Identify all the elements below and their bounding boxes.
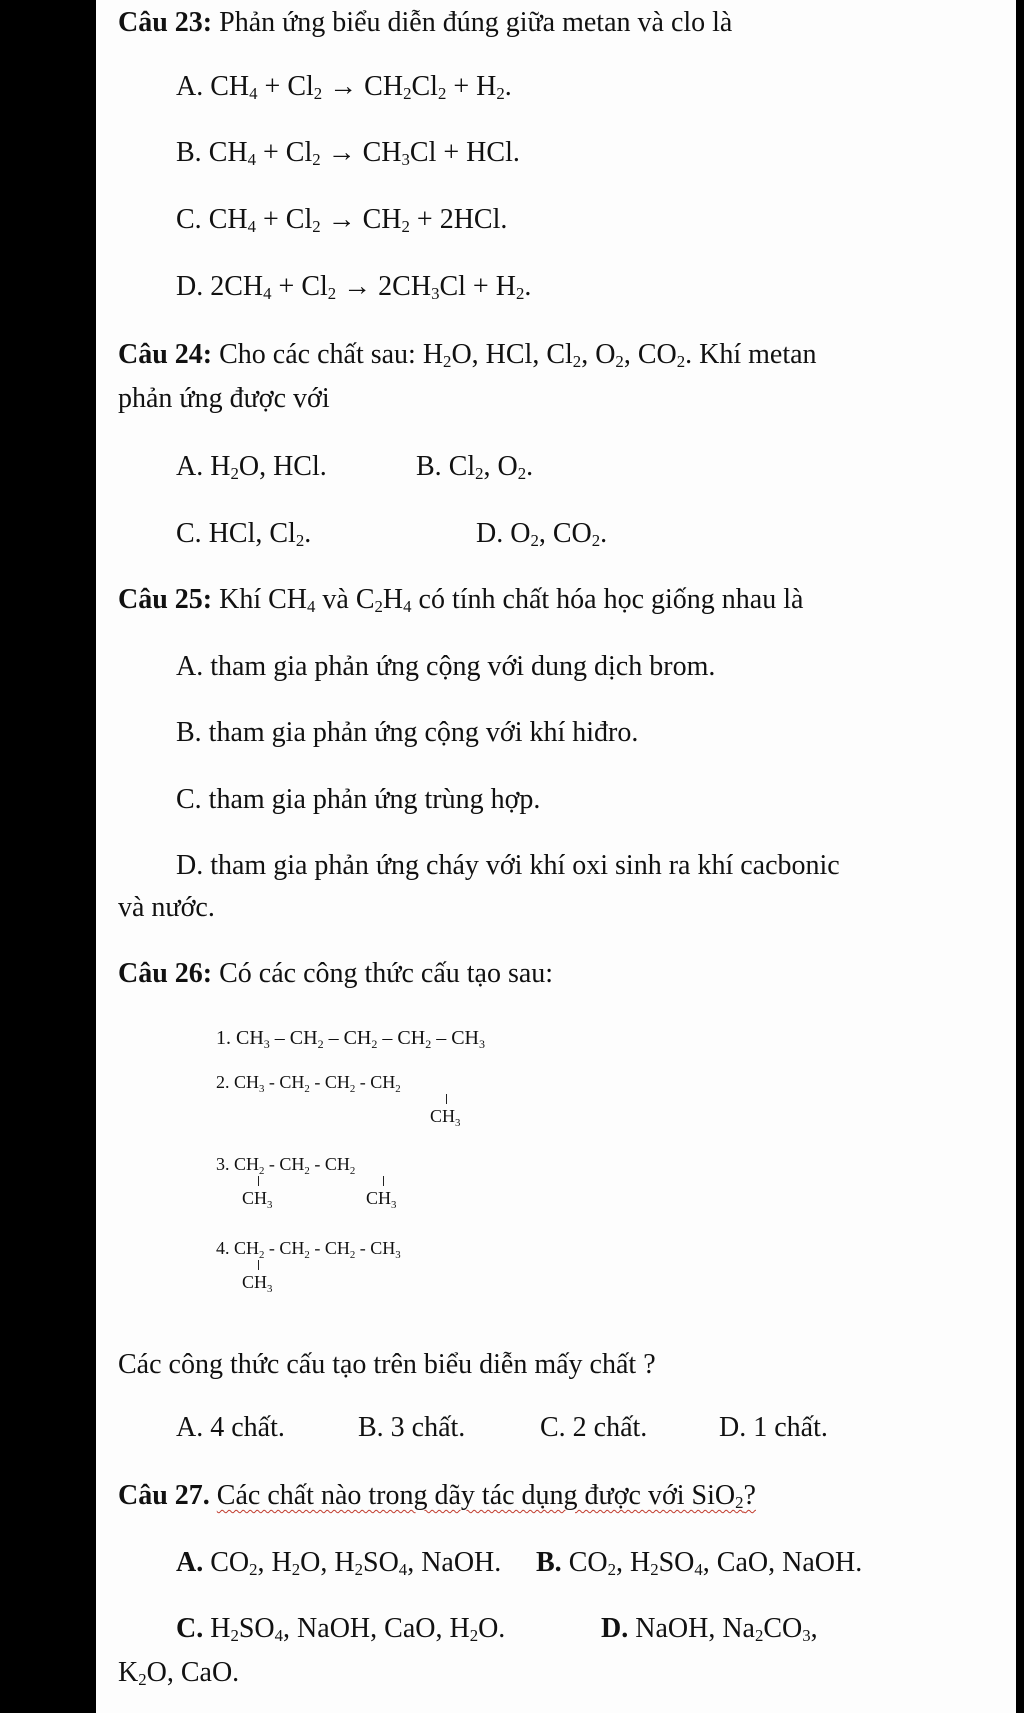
subscript-1: 4: [249, 84, 258, 103]
formula-text-4: - CH: [309, 1238, 350, 1258]
q24-option-b: [416, 450, 533, 484]
subscript-3: 2: [650, 1560, 659, 1579]
subscript-1: 2: [249, 1560, 258, 1579]
structure-1-formula: [216, 1027, 485, 1051]
formula-text-2: , CO: [538, 518, 592, 549]
formula-text-2: CO: [763, 1613, 803, 1644]
formula-text-0: 1. CH: [216, 1027, 264, 1049]
question-24-text: [219, 339, 816, 370]
subscript-7: 2: [437, 84, 447, 103]
structure-2-branch: [430, 1106, 461, 1129]
subscript-5: 3: [431, 284, 440, 303]
subscript-3: 3: [802, 1626, 811, 1645]
formula-text-2: .: [304, 518, 312, 549]
q27-option-c: [176, 1612, 505, 1646]
subscript-1: 4: [247, 217, 256, 236]
formula-text-4: , NaOH, CaO, H: [283, 1613, 470, 1644]
question-24-text-cont: phản ứng được với: [118, 383, 330, 414]
q25-option-d: D. tham gia phản ứng cháy với khí oxi sinh ra khí cacbonic: [176, 850, 840, 881]
subscript-1: 4: [307, 597, 316, 616]
structure-4-branch: [242, 1272, 273, 1295]
q23-option-d: [176, 270, 531, 304]
formula-text-2: - CH: [264, 1072, 305, 1092]
subscript-1: 2: [754, 1626, 764, 1645]
formula-text-0: NaOH, Na: [635, 1613, 755, 1644]
formula-text-0: CH: [366, 1188, 392, 1208]
formula-text-4: → CH: [322, 71, 404, 102]
formula-text-6: Cl + HCl.: [409, 137, 520, 168]
question-25: [118, 583, 803, 617]
subscript-3: 2: [312, 150, 321, 169]
question-26-prompt: Các công thức cấu tạo trên biểu diễn mấy chất ?: [118, 1349, 656, 1380]
formula-text-0: H: [210, 1613, 231, 1644]
formula-text-0: Cl: [448, 451, 476, 482]
formula-text-0: 4. CH: [216, 1238, 260, 1258]
q25-option-d-cont: và nước.: [118, 892, 215, 923]
subscript-5: 2: [401, 217, 410, 236]
formula-text-4: → CH: [320, 137, 402, 168]
subscript-5: 2: [349, 1249, 356, 1261]
formula-text-2: , H: [615, 1547, 651, 1578]
subscript-3: 2: [327, 284, 337, 303]
subscript-1: 2: [295, 531, 305, 550]
formula-text-0: CO: [568, 1547, 608, 1578]
subscript-5: 2: [615, 352, 624, 371]
formula-text-6: có tính chất hóa học giống nhau là: [411, 584, 804, 615]
q24-option-c: [176, 517, 311, 551]
subscript-1: 4: [247, 150, 256, 169]
subscript-5: 4: [403, 597, 412, 616]
formula-text-2: O, HCl.: [238, 451, 327, 482]
formula-text-2: , H: [257, 1547, 292, 1578]
q27-option-b: [536, 1546, 862, 1580]
formula-text-0: CO: [210, 1547, 250, 1578]
subscript-1: 2: [607, 1560, 616, 1579]
q23-option-a: [176, 70, 512, 104]
formula-text-0: Cho các chất sau: H: [219, 339, 444, 370]
subscript-7: 2: [395, 1083, 401, 1095]
formula-text-0: Các chất nào trong dãy tác dụng được với SiO: [216, 1480, 736, 1511]
subscript-1: 2: [230, 1626, 239, 1645]
subscript-3: 2: [313, 84, 323, 103]
question-26-text: Có các công thức cấu tạo sau:: [219, 958, 554, 989]
formula-text-0: O: [510, 518, 531, 549]
formula-text-0: CH: [210, 71, 250, 102]
formula-text-0: CH: [208, 137, 248, 168]
subscript-5: 2: [349, 1165, 356, 1177]
structure-4-bond: [258, 1260, 259, 1270]
formula-text-0: 2. CH: [216, 1072, 260, 1092]
subscript-1: 2: [259, 1249, 265, 1261]
q27-option-a-formula: [210, 1547, 501, 1578]
structure-2-bond: [446, 1094, 447, 1104]
formula-text-0: H: [210, 451, 231, 482]
subscript-7: 2: [676, 352, 686, 371]
formula-text-2: và C: [315, 584, 375, 615]
formula-text-4: O, H: [300, 1547, 355, 1578]
subscript-9: 3: [478, 1037, 485, 1051]
structure-3-bond-1: [258, 1176, 259, 1186]
formula-text-10: .: [504, 71, 512, 102]
q27-option-d-cont: [118, 1656, 239, 1690]
q23-option-d-formula: [210, 271, 531, 302]
q27-option-d-formula: [635, 1613, 817, 1644]
q27-option-c-letter: C.: [176, 1613, 204, 1644]
formula-text-2: O, CaO.: [146, 1657, 240, 1688]
subscript-1: 2: [530, 531, 539, 550]
q23-option-a-formula: [210, 71, 512, 102]
formula-text-8: , NaOH.: [407, 1547, 502, 1578]
q26-option-d: D. 1 chất.: [719, 1412, 828, 1443]
formula-text-0: 3. CH: [216, 1154, 260, 1174]
formula-text-4: SO: [658, 1547, 695, 1578]
formula-text-0: CH: [242, 1272, 268, 1292]
formula-text-8: . Khí metan: [685, 339, 817, 370]
formula-text-4: - CH: [309, 1072, 350, 1092]
subscript-1: 3: [391, 1199, 397, 1211]
subscript-5: 2: [371, 1037, 378, 1051]
question-27-text: [217, 1480, 756, 1511]
structure-4-main-chain: [216, 1238, 401, 1261]
subscript-5: 4: [694, 1560, 703, 1579]
formula-text-8: + H: [446, 71, 497, 102]
formula-text-2: , O: [483, 451, 518, 482]
q24-option-d: [476, 517, 607, 551]
structure-3-main-chain: [216, 1154, 356, 1177]
formula-text-2: O, HCl, Cl: [451, 339, 573, 370]
formula-text-6: Cl: [411, 71, 438, 102]
subscript-1: 2: [735, 1493, 744, 1512]
subscript-3: 2: [517, 464, 527, 483]
formula-text-2: - CH: [264, 1238, 305, 1258]
q24-option-b-formula: [449, 451, 533, 482]
formula-text-6: , CO: [623, 339, 677, 370]
q24-option-a: [176, 450, 327, 484]
question-27-label: Câu 27.: [118, 1480, 210, 1511]
subscript-1: 2: [138, 1670, 147, 1689]
formula-text-4: - CH: [309, 1154, 350, 1174]
formula-text-6: - CH: [355, 1238, 396, 1258]
structure-3-branch-1: [242, 1188, 273, 1211]
subscript-7: 2: [425, 1037, 432, 1051]
q27-option-d-letter: D.: [601, 1613, 629, 1644]
q27-option-a: [176, 1546, 501, 1580]
formula-text-0: CH: [430, 1106, 456, 1126]
q24-option-a-formula: [210, 451, 327, 482]
structure-3-branch-2: [366, 1188, 397, 1211]
subscript-1: 2: [259, 1165, 265, 1177]
q24-option-d-formula: [510, 518, 607, 549]
formula-text-2: SO: [238, 1613, 275, 1644]
subscript-1: 3: [267, 1199, 273, 1211]
formula-text-2: + Cl: [255, 137, 313, 168]
subscript-5: 2: [354, 1560, 363, 1579]
formula-text-0: HCl, Cl: [208, 518, 296, 549]
subscript-3: 2: [591, 531, 601, 550]
subscript-3: 2: [317, 1037, 324, 1051]
subscript-9: 2: [496, 84, 505, 103]
q27-option-d: [601, 1612, 818, 1646]
q27-option-a-letter: A.: [176, 1547, 204, 1578]
formula-text-4: , O: [581, 339, 616, 370]
formula-text-8: – CH: [431, 1027, 479, 1049]
subscript-3: 4: [274, 1626, 284, 1645]
formula-text-0: K: [118, 1657, 139, 1688]
formula-text-4: ,: [810, 1613, 818, 1644]
formula-text-4: → 2CH: [336, 271, 432, 302]
q24-option-c-formula: [209, 518, 312, 549]
subscript-1: 2: [475, 464, 484, 483]
question-27: [118, 1479, 756, 1513]
subscript-1: 2: [230, 464, 239, 483]
formula-text-0: Khí CH: [219, 584, 308, 615]
formula-text-2: + Cl: [255, 204, 313, 235]
q23-option-d-letter: D.: [176, 271, 204, 302]
subscript-1: 2: [443, 352, 452, 371]
subscript-5: 2: [469, 1626, 479, 1645]
question-24: [118, 338, 817, 372]
formula-text-6: – CH: [377, 1027, 426, 1049]
formula-text-4: → CH: [320, 204, 402, 235]
question-26: [118, 957, 553, 991]
q23-option-b-letter: B.: [176, 137, 202, 168]
q27-option-c-formula: [210, 1613, 505, 1644]
formula-text-0: CH: [242, 1188, 268, 1208]
formula-text-2: + Cl: [257, 71, 314, 102]
question-23: [118, 6, 732, 40]
subscript-1: 4: [263, 284, 272, 303]
subscript-7: 3: [395, 1249, 401, 1261]
formula-text-4: .: [526, 451, 534, 482]
q23-option-a-letter: A.: [176, 71, 204, 102]
formula-text-6: + 2HCl.: [409, 204, 508, 235]
formula-text-0: CH: [208, 204, 248, 235]
q27-option-b-letter: B.: [536, 1547, 562, 1578]
formula-text-2: - CH: [264, 1154, 305, 1174]
q25-option-c: C. tham gia phản ứng trùng hợp.: [176, 784, 541, 815]
subscript-3: 2: [312, 217, 321, 236]
q26-option-a: A. 4 chất.: [176, 1412, 285, 1443]
subscript-7: 2: [515, 284, 525, 303]
formula-text-0: 2CH: [210, 271, 264, 302]
formula-text-4: H: [382, 584, 404, 615]
subscript-3: 2: [304, 1083, 310, 1095]
q24-option-b-letter: B.: [416, 451, 442, 482]
subscript-3: 2: [374, 597, 383, 616]
subscript-1: 3: [263, 1037, 270, 1051]
formula-text-6: Cl + H: [439, 271, 516, 302]
formula-text-6: - CH: [355, 1072, 396, 1092]
q24-option-a-letter: A.: [176, 451, 204, 482]
subscript-5: 2: [403, 84, 412, 103]
question-25-text: [219, 584, 803, 615]
formula-text-6: , CaO, NaOH.: [702, 1547, 863, 1578]
formula-text-4: .: [600, 518, 608, 549]
q24-option-c-letter: C.: [176, 518, 202, 549]
formula-text-8: .: [524, 271, 532, 302]
subscript-3: 2: [304, 1249, 310, 1261]
subscript-7: 4: [398, 1560, 408, 1579]
q26-option-c: C. 2 chất.: [540, 1412, 648, 1443]
q24-option-d-letter: D.: [476, 518, 504, 549]
q27-option-d-formula-cont: [118, 1657, 239, 1688]
structure-2-main-chain: [216, 1072, 401, 1095]
document-page: [96, 0, 1016, 1713]
q27-option-b-formula: [569, 1547, 863, 1578]
formula-text-2: – CH: [269, 1027, 318, 1049]
q25-option-a: A. tham gia phản ứng cộng với dung dịch brom.: [176, 651, 716, 682]
formula-text-6: O.: [478, 1613, 506, 1644]
subscript-1: 3: [267, 1283, 273, 1295]
subscript-1: 3: [259, 1083, 265, 1095]
q25-option-b: B. tham gia phản ứng cộng với khí hiđro.: [176, 717, 639, 748]
question-24-label: Câu 24:: [118, 339, 213, 370]
q26-option-b: B. 3 chất.: [358, 1412, 466, 1443]
subscript-3: 2: [291, 1560, 301, 1579]
formula-text-4: – CH: [323, 1027, 372, 1049]
question-23-label: Câu 23:: [118, 7, 213, 38]
subscript-5: 3: [401, 150, 410, 169]
formula-text-2: + Cl: [271, 271, 328, 302]
question-26-label: Câu 26:: [118, 958, 213, 989]
subscript-3: 2: [572, 352, 582, 371]
subscript-3: 2: [304, 1165, 310, 1177]
subscript-5: 2: [349, 1083, 356, 1095]
q23-option-b: [176, 136, 520, 170]
question-25-label: Câu 25:: [118, 584, 213, 615]
question-23-text: Phản ứng biểu diễn đúng giữa metan và clo là: [219, 7, 733, 38]
q23-option-c: [176, 203, 507, 237]
structure-3-bond-2: [383, 1176, 384, 1186]
formula-text-2: ?: [743, 1480, 756, 1511]
q23-option-c-formula: [209, 204, 508, 235]
q23-option-c-letter: C.: [176, 204, 202, 235]
q23-option-b-formula: [209, 137, 520, 168]
subscript-1: 3: [455, 1117, 461, 1129]
formula-text-6: SO: [363, 1547, 399, 1578]
